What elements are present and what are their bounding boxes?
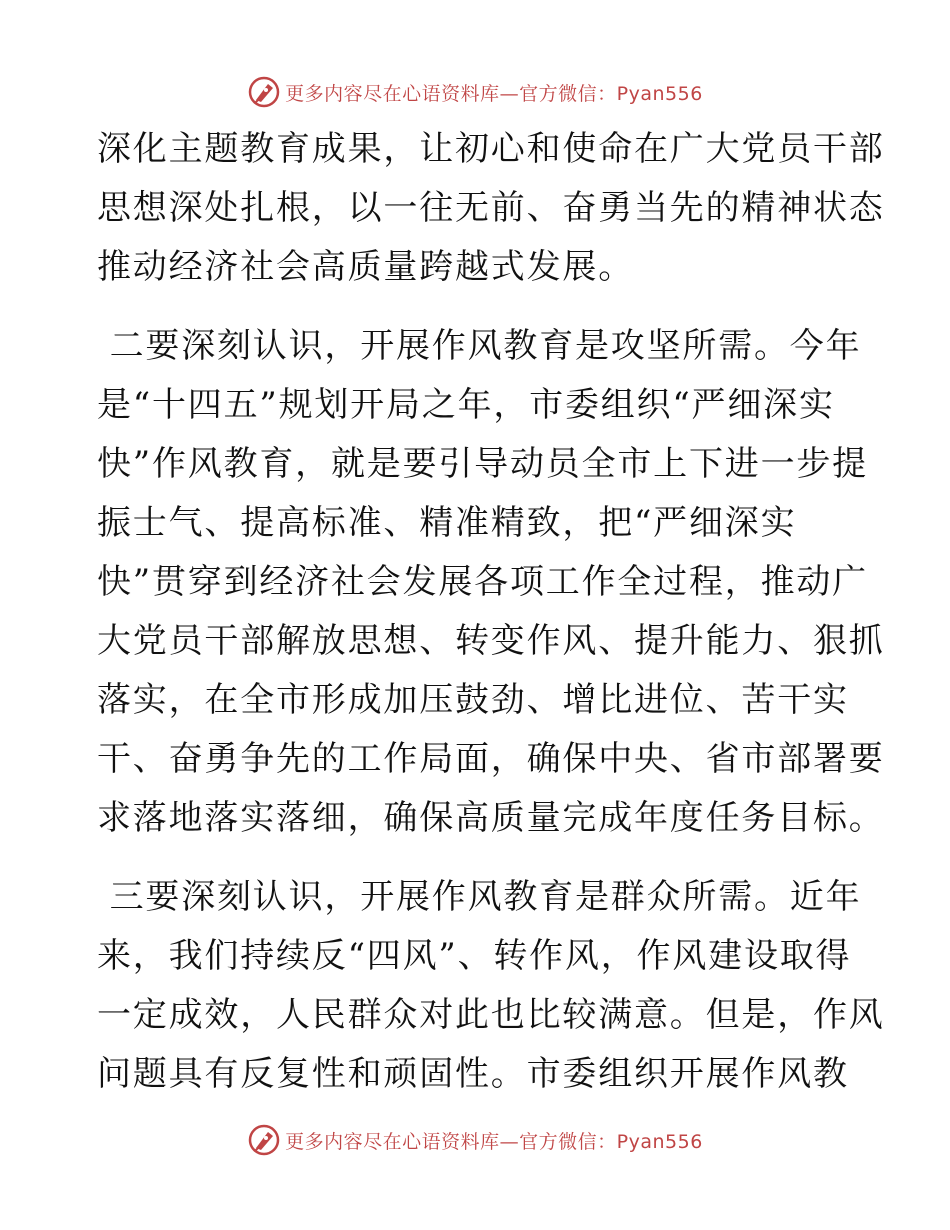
text-line: 推动经济社会高质量跨越式发展。 [97, 247, 634, 287]
paragraph-3 [97, 868, 885, 1104]
text-line: 落实，在全市形成加压鼓劲、增比进位、苦干实 [97, 680, 849, 720]
text-line: 二要深刻认识，开展作风教育是攻坚所需。今年 [97, 326, 862, 366]
document-body [97, 120, 885, 1104]
text-line: 是“十四五”规划开局之年，市委组织“严细深实 [97, 385, 835, 425]
text-line: 大党员干部解放思想、转变作风、提升能力、狠抓 [97, 621, 885, 661]
header-wechat-id: Pyan556 [616, 82, 703, 105]
pen-nib-logo-icon [247, 1123, 281, 1157]
footer-banner-text: 更多内容尽在心语资料库—官方微信：Pyan556 [285, 1130, 703, 1153]
pen-nib-logo-icon [247, 75, 281, 109]
text-line: 求落地落实落细，确保高质量完成年度任务目标。 [97, 798, 885, 838]
text-line: 快”作风教育，就是要引导动员全市上下进一步提 [97, 444, 868, 484]
text-line: 来，我们持续反“四风”、转作风，作风建设取得 [97, 936, 852, 976]
header-banner-inner [247, 75, 703, 109]
text-line: 问题具有反复性和顽固性。市委组织开展作风教 [97, 1054, 849, 1094]
text-line: 快”贯穿到经济社会发展各项工作全过程，推动广 [97, 562, 868, 602]
text-line: 振士气、提高标准、精准精致，把“严细深实 [97, 503, 797, 543]
text-line: 干、奋勇争先的工作局面，确保中央、省市部署要 [97, 739, 885, 779]
text-line: 三要深刻认识，开展作风教育是群众所需。近年 [97, 877, 862, 917]
paragraph-2 [97, 317, 885, 848]
text-line: 深化主题教育成果，让初心和使命在广大党员干部 [97, 129, 885, 169]
footer-wechat-id: Pyan556 [616, 1130, 703, 1153]
text-line: 一定成效，人民群众对此也比较满意。但是，作风 [97, 995, 885, 1035]
header-banner-text: 更多内容尽在心语资料库—官方微信：Pyan556 [285, 82, 703, 105]
footer-banner-inner [247, 1123, 703, 1157]
header-banner [0, 72, 950, 112]
footer-banner [0, 1120, 950, 1160]
paragraph-1 [97, 120, 885, 297]
text-line: 思想深处扎根，以一往无前、奋勇当先的精神状态 [97, 188, 885, 228]
